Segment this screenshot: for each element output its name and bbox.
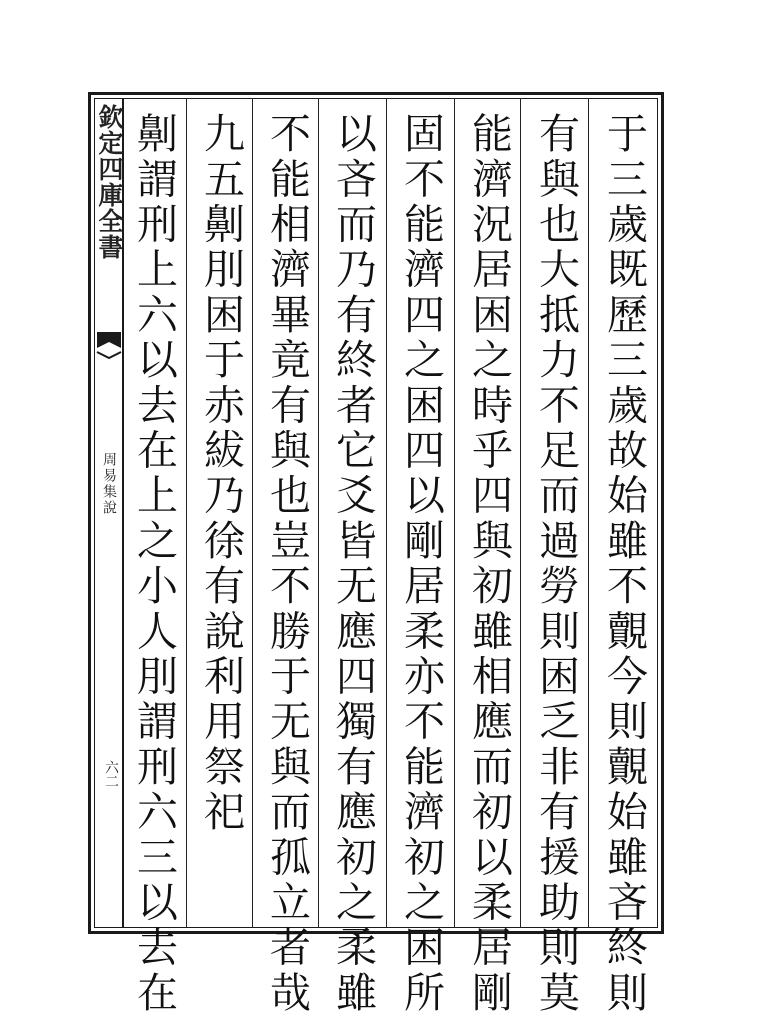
column-rule — [520, 98, 521, 928]
margin-page-number: 六二 — [103, 760, 119, 788]
column-rule — [252, 98, 253, 928]
text-column-7: 九五劓刖困于赤紱乃徐有說利用祭祀 — [197, 112, 245, 836]
text-column-6: 不能相濟畢竟有與也豈不勝于无與而孤立者哉 — [263, 112, 311, 1016]
column-rule — [588, 98, 589, 928]
column-rule — [454, 98, 455, 928]
text-column-8: 劓謂刑上六以去在上之小人刖謂刑六三以去在 — [130, 112, 178, 1016]
column-rule — [186, 98, 187, 928]
text-column-2: 有與也大抵力不足而過勞則困乏非有援助則莫 — [532, 112, 580, 1016]
margin-collection-title: 欽定四庫全書 — [95, 104, 124, 260]
text-column-3: 能濟況居困之時乎四與初雖相應而初以柔居剛 — [465, 112, 513, 1016]
fish-tail-mark-icon — [95, 330, 123, 360]
column-rule — [386, 98, 387, 928]
column-rule — [318, 98, 319, 928]
margin-book-title: 周易集說 — [101, 452, 117, 516]
text-column-1: 于三歲既歷三歲故始雖不覿今則覿始雖吝終則 — [600, 112, 648, 1016]
text-column-5: 以吝而乃有終者它爻皆无應四獨有應初之柔雖 — [329, 112, 377, 1016]
text-column-4: 固不能濟四之困四以剛居柔亦不能濟初之困所 — [397, 112, 445, 1016]
